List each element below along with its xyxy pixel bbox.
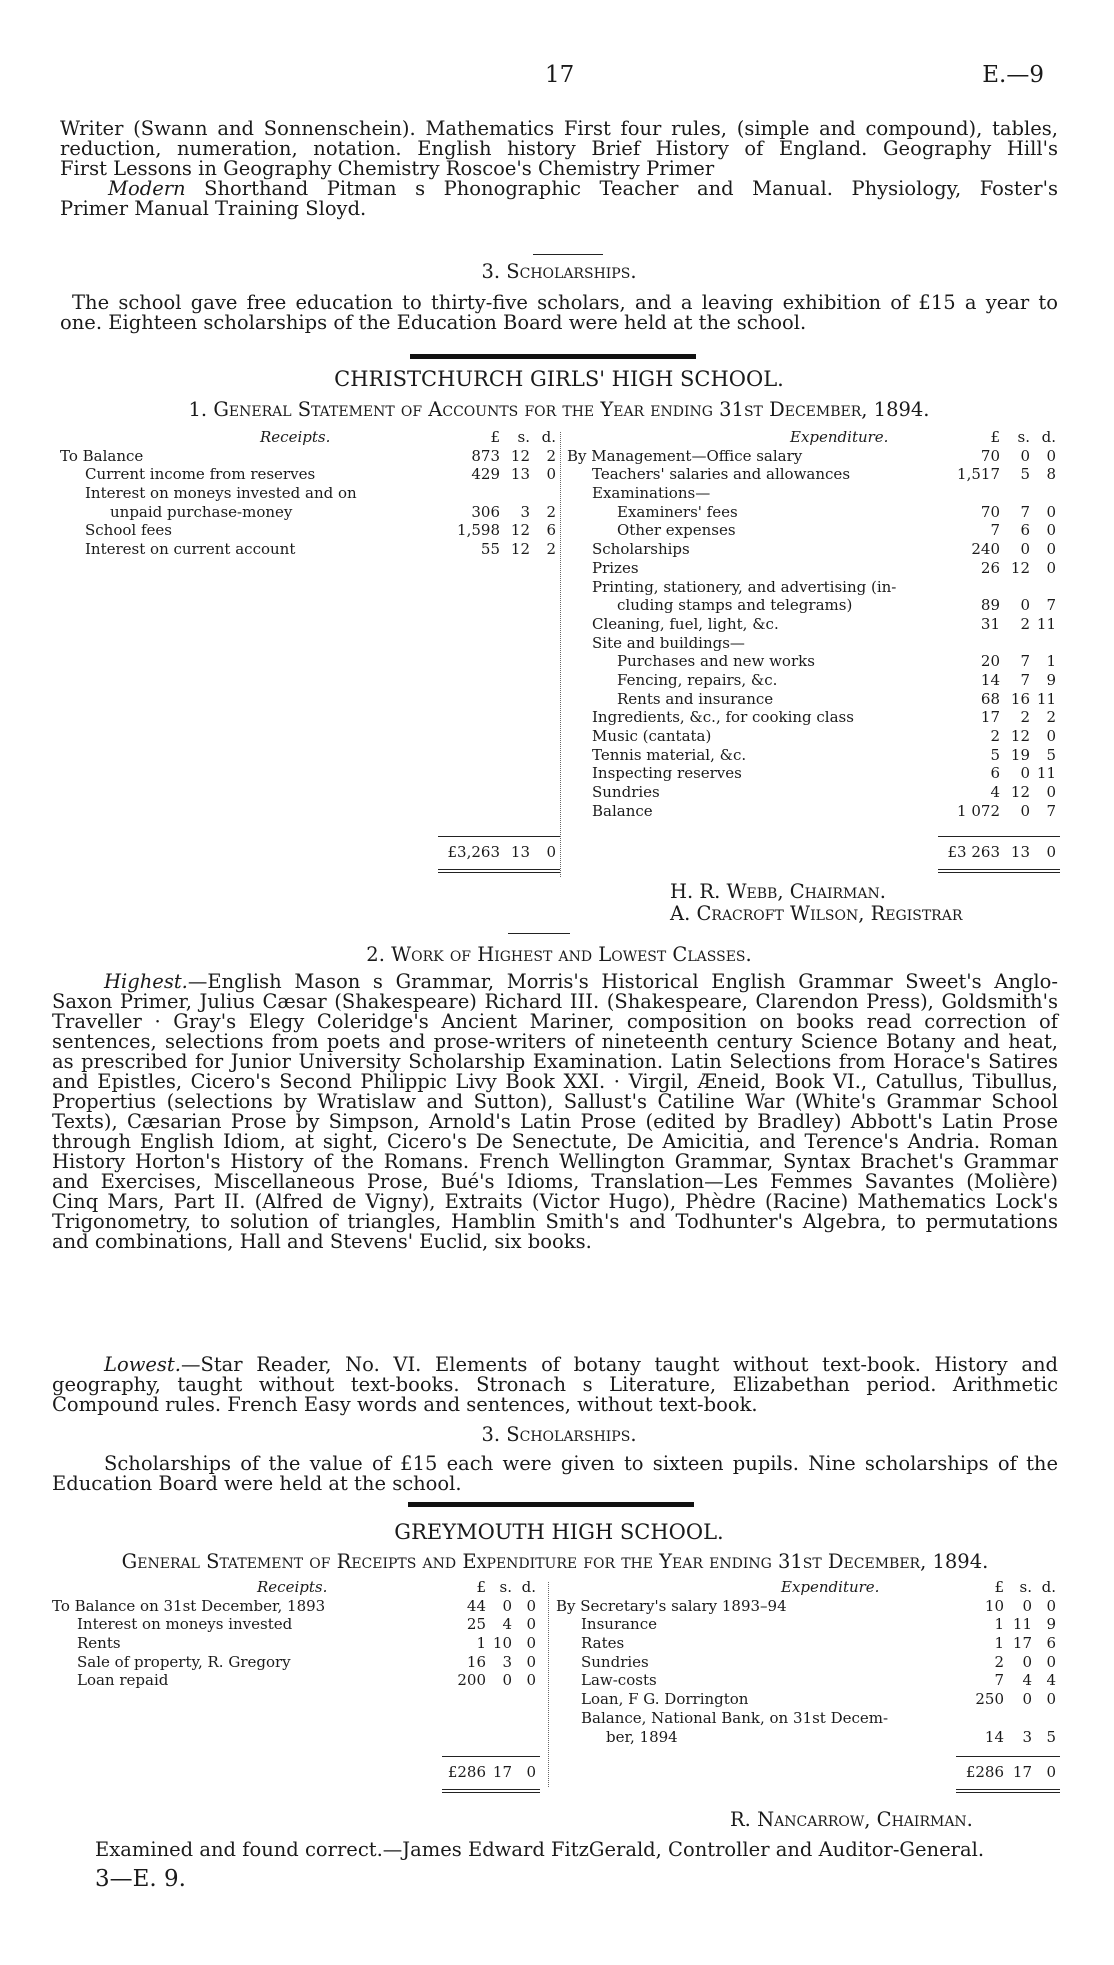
amount-pounds: 2 — [994, 1652, 1004, 1671]
account-row — [567, 465, 1060, 484]
amount-shillings: 2 — [1020, 708, 1030, 727]
receipts-rows — [60, 447, 560, 559]
expenditure-header-row — [567, 428, 1060, 447]
amount-pounds: 1 — [994, 1615, 1004, 1634]
account-row — [556, 1615, 1060, 1634]
account-label: unpaid purchase-money — [110, 502, 293, 521]
account-label: Purchases and new works — [617, 652, 815, 671]
amount-pounds: 1,517 — [957, 465, 1000, 484]
total-pence: 0 — [546, 843, 556, 861]
amount-shillings: 10 — [492, 1634, 512, 1653]
scholarships-text-2 — [52, 1454, 1058, 1494]
work-lowest — [52, 1355, 1058, 1415]
expenditure-total-row — [556, 1763, 1060, 1782]
amount-shillings: 6 — [1020, 521, 1030, 540]
highest-label: Highest. — [104, 970, 188, 993]
amount-shillings: 17 — [1012, 1634, 1032, 1653]
account-row — [556, 1597, 1060, 1616]
amount-shillings: 4 — [502, 1615, 512, 1634]
greymouth-title: GREYMOUTH HIGH SCHOOL. — [394, 1520, 724, 1544]
page-number: 17 — [545, 62, 575, 88]
account-row — [567, 634, 1060, 653]
amount-shillings: 16 — [1010, 689, 1030, 708]
account-label: Prizes — [592, 558, 639, 577]
expenditure-heading: Expenditure. — [790, 428, 889, 446]
total-pounds: £286 — [965, 1763, 1004, 1781]
amount-pounds: 1,598 — [457, 521, 500, 540]
amount-shillings: 5 — [1020, 465, 1030, 484]
total-rule — [438, 836, 560, 837]
amount-pence: 0 — [526, 1634, 536, 1653]
amount-pence: 0 — [526, 1652, 536, 1671]
amount-shillings: 11 — [1012, 1615, 1032, 1634]
amount-pence: 11 — [1036, 689, 1056, 708]
account-row — [567, 746, 1060, 765]
amount-pence: 1 — [1046, 652, 1056, 671]
amount-pence: 0 — [1046, 446, 1056, 465]
amount-pounds: 17 — [980, 708, 1000, 727]
amount-pence: 0 — [1046, 1690, 1056, 1709]
col-pounds: £ — [994, 1578, 1004, 1596]
section-separator — [410, 354, 696, 359]
col-pounds: £ — [990, 428, 1000, 446]
expenditure-rows — [556, 1597, 1060, 1747]
account-label: Sundries — [581, 1652, 649, 1671]
amount-pence: 0 — [1046, 540, 1056, 559]
total-double-rule — [438, 869, 560, 870]
amount-pence: 6 — [546, 521, 556, 540]
account-row — [52, 1653, 540, 1672]
account-row — [567, 764, 1060, 783]
christchurch-title: CHRISTCHURCH GIRLS' HIGH SCHOOL. — [334, 367, 784, 391]
total-pounds: £3 263 — [947, 843, 1000, 861]
intro-line: reduction, numeration, notation. English history Brief History of England. Geography Hill's — [60, 137, 1058, 160]
amount-pounds: 31 — [980, 614, 1000, 633]
amount-shillings: 0 — [1020, 446, 1030, 465]
account-row — [60, 503, 560, 522]
total-pence: 0 — [526, 1763, 536, 1781]
amount-shillings: 12 — [1010, 783, 1030, 802]
intro-modern-line — [60, 179, 1058, 199]
work-heading: 2. Work of Highest and Lowest Classes. — [366, 943, 752, 966]
amount-pence: 6 — [1046, 1634, 1056, 1653]
receipts-rows — [52, 1597, 540, 1690]
amount-shillings: 0 — [502, 1671, 512, 1690]
expenditure-total-row — [567, 843, 1060, 862]
amount-pence: 5 — [1046, 1727, 1056, 1746]
amount-pence: 2 — [546, 540, 556, 559]
account-label: Site and buildings— — [592, 633, 745, 652]
amount-shillings: 3 — [520, 502, 530, 521]
amount-pence: 2 — [546, 446, 556, 465]
account-label: Interest on moneys invested — [77, 1615, 293, 1634]
christchurch-expenditure — [567, 428, 1060, 861]
total-pounds: £286 — [447, 1763, 486, 1781]
amount-shillings: 12 — [1010, 558, 1030, 577]
work-highest — [52, 972, 1058, 1252]
total-double-rule — [956, 1792, 1060, 1793]
amount-pence: 0 — [546, 465, 556, 484]
amount-pence: 0 — [1046, 502, 1056, 521]
amount-shillings: 12 — [510, 540, 530, 559]
receipts-header-row — [60, 428, 560, 447]
intro-block — [60, 119, 1058, 219]
amount-pence: 4 — [1046, 1671, 1056, 1690]
account-label: Ingredients, &c., for cooking class — [592, 708, 854, 727]
amount-pence: 2 — [1046, 708, 1056, 727]
amount-shillings: 4 — [1022, 1671, 1032, 1690]
account-label: Loan repaid — [77, 1671, 169, 1690]
total-shillings: 13 — [510, 843, 530, 861]
amount-pounds: 1 — [476, 1634, 486, 1653]
expenditure-header-row — [556, 1578, 1060, 1597]
account-row — [567, 540, 1060, 559]
amount-shillings: 0 — [1022, 1690, 1032, 1709]
account-label: Tennis material, &c. — [592, 745, 747, 764]
expenditure-heading: Expenditure. — [781, 1578, 880, 1596]
account-row — [567, 671, 1060, 690]
total-double-rule — [442, 1789, 540, 1790]
amount-shillings: 13 — [510, 465, 530, 484]
greymouth-receipts — [52, 1578, 540, 1781]
amount-pounds: 20 — [980, 652, 1000, 671]
account-row — [567, 521, 1060, 540]
account-label: Balance, National Bank, on 31st Decem- — [581, 1708, 889, 1727]
scholarships-text: Scholarships of the value of £15 each were given to sixteen pupils. Nine scholarships of the Education Board were held at the school. — [52, 1452, 1058, 1495]
amount-pence: 0 — [526, 1671, 536, 1690]
lowest-text: —Star Reader, No. VI. Elements of botany taught without text-book. History and geography, taught without text-books. Stronach s Literature, Elizabethan period. Arithmetic Compound rules. French Easy words and sentences, without text-book. — [52, 1353, 1058, 1416]
account-label: Rates — [581, 1634, 625, 1653]
amount-shillings: 0 — [1020, 596, 1030, 615]
total-shillings: 13 — [1010, 843, 1030, 861]
total-shillings: 17 — [492, 1763, 512, 1781]
amount-pounds: 2 — [990, 727, 1000, 745]
amount-shillings: 3 — [502, 1652, 512, 1671]
account-row — [567, 559, 1060, 578]
account-row — [52, 1597, 540, 1616]
account-label: Music (cantata) — [592, 727, 712, 745]
amount-pounds: 4 — [990, 783, 1000, 802]
account-label: Examiners' fees — [617, 502, 738, 521]
amount-shillings: 12 — [1010, 727, 1030, 745]
scholarships-heading-1: 3. Scholarships. — [481, 260, 637, 283]
total-rule — [938, 836, 1060, 837]
account-row — [60, 521, 560, 540]
amount-pounds: 89 — [980, 596, 1000, 615]
amount-pence: 0 — [1046, 727, 1056, 745]
amount-pounds: 200 — [457, 1671, 486, 1690]
amount-pence: 0 — [1046, 1652, 1056, 1671]
signature-registrar: A. Cracroft Wilson, Registrar — [670, 902, 963, 925]
amount-pounds: 44 — [466, 1596, 486, 1615]
amount-pence: 0 — [1046, 521, 1056, 540]
account-label: Inspecting reserves — [592, 764, 742, 783]
account-label: Current income from reserves — [85, 465, 316, 484]
account-row — [567, 503, 1060, 522]
col-pence: d. — [541, 428, 556, 446]
amount-pence: 2 — [546, 502, 556, 521]
christchurch-receipts — [60, 428, 560, 861]
signature-chairman: H. R. Webb, Chairman. — [670, 880, 886, 903]
receipts-total-row — [52, 1763, 540, 1782]
amount-pence: 7 — [1046, 801, 1056, 820]
total-rule — [956, 1756, 1060, 1757]
divider — [508, 933, 570, 934]
account-row — [556, 1690, 1060, 1709]
amount-pence: 7 — [1046, 596, 1056, 615]
account-row — [567, 652, 1060, 671]
amount-pounds: 7 — [990, 521, 1000, 540]
account-row — [556, 1728, 1060, 1747]
expenditure-rows — [567, 447, 1060, 821]
amount-pounds: 25 — [466, 1615, 486, 1634]
amount-pence: 9 — [1046, 670, 1056, 689]
amount-pence: 11 — [1036, 614, 1056, 633]
amount-pounds: 240 — [971, 540, 1000, 559]
amount-shillings: 12 — [510, 446, 530, 465]
account-label: Other expenses — [617, 521, 736, 540]
scholarships-heading-2: 3. Scholarships. — [481, 1423, 637, 1446]
amount-shillings: 3 — [1022, 1727, 1032, 1746]
section-separator — [408, 1502, 694, 1507]
total-double-rule — [956, 1789, 1060, 1790]
amount-shillings: 0 — [1022, 1652, 1032, 1671]
intro-line: Primer Manual Training Sloyd. — [60, 197, 367, 220]
amount-pence: 0 — [526, 1596, 536, 1615]
amount-shillings: 0 — [1020, 801, 1030, 820]
account-row — [52, 1671, 540, 1690]
amount-shillings: 2 — [1020, 614, 1030, 633]
total-shillings: 17 — [1012, 1763, 1032, 1781]
receipts-heading: Receipts. — [260, 428, 331, 446]
amount-shillings: 7 — [1020, 502, 1030, 521]
series-number: E.—9 — [982, 62, 1044, 88]
intro-line: First Lessons in Geography Chemistry Roscoe's Chemistry Primer — [60, 157, 715, 180]
account-row — [567, 615, 1060, 634]
greymouth-expenditure — [556, 1578, 1060, 1781]
total-double-rule — [438, 872, 560, 873]
account-label: Sale of property, R. Gregory — [77, 1652, 291, 1671]
amount-pence: 9 — [1046, 1615, 1056, 1634]
account-label: School fees — [85, 521, 172, 540]
scholarships-line: The school gave free education to thirty-five scholars, and a leaving exhibition of £15 a year to — [72, 291, 1058, 314]
highest-text: —English Mason s Grammar, Morris's Historical English Grammar Sweet's Anglo-Saxon Primer, Julius Cæsar (Shakespeare) Richard III. (Shakespeare, Clarendon Press), Goldsmith's Traveller · Gray's Elegy Coleridge's Ancient Mariner, composition on books read correction of sentences, selections from poets and prose-writers of nineteenth century Science Botany and heat, as prescribed for Junior University Scholarship Examination. Latin Selections from Horace's Satires and Epistles, Cicero's Second Philippic Livy Book XXI. · Virgil, Æneid, Book VI., Catullus, Tibullus, Propertius (selections by Wratislaw and Sutton), Sallust's Catiline War (White's Grammar School Texts), Cæsarian Prose by Simpson, Arnold's Latin Prose (edited by Bradley) Abbott's Latin Prose through English Idiom, at sight, Cicero's De Senectute, De Amicitia, and Terence's Andria. Roman History Horton's History of the Romans. French Wellington Grammar, Syntax Brachet's Grammar and Exercises, Miscellaneous Prose, Bué's Idioms, Translation—Les Femmes Savantes (Molière) Cinq Mars, Part II. (Alfred de Vigny), Extraits (Victor Hugo), Phèdre (Racine) Mathematics Lock's Trigonometry, to solution of triangles, Hamblin Smith's and Todhunter's Algebra, to permutations and combinations, Hall and Stevens' Euclid, six books. — [52, 970, 1058, 1253]
amount-pounds: 429 — [471, 465, 500, 484]
account-label: Rents and insurance — [617, 689, 774, 708]
total-pounds: £3,263 — [447, 843, 500, 861]
examined-statement: Examined and found correct.—James Edward FitzGerald, Controller and Auditor-General. — [95, 1838, 985, 1861]
amount-shillings: 7 — [1020, 670, 1030, 689]
account-label: By Secretary's salary 1893–94 — [556, 1596, 787, 1615]
amount-shillings: 0 — [1020, 764, 1030, 783]
account-label: Cleaning, fuel, light, &c. — [592, 614, 779, 633]
intro-line: Writer (Swann and Sonnenschein). Mathematics First four rules, (simple and compound), tables, — [60, 117, 1058, 140]
amount-pounds: 5 — [990, 745, 1000, 764]
account-label: Rents — [77, 1634, 121, 1653]
account-label: Scholarships — [592, 540, 690, 559]
account-row — [556, 1671, 1060, 1690]
amount-pence: 0 — [1046, 558, 1056, 577]
amount-pounds: 1 072 — [957, 801, 1000, 820]
divider — [533, 254, 603, 255]
amount-pounds: 70 — [980, 446, 1000, 465]
amount-pence: 8 — [1046, 465, 1056, 484]
amount-pounds: 250 — [975, 1690, 1004, 1709]
account-label: To Balance — [60, 446, 144, 465]
account-row — [567, 690, 1060, 709]
account-row — [52, 1615, 540, 1634]
total-double-rule — [938, 869, 1060, 870]
col-pence: d. — [1041, 428, 1056, 446]
total-pence: 0 — [1046, 1763, 1056, 1781]
account-label: Insurance — [581, 1615, 657, 1634]
amount-pence: 5 — [1046, 745, 1056, 764]
col-pence: d. — [521, 1578, 536, 1596]
amount-pounds: 26 — [980, 558, 1000, 577]
account-row — [60, 540, 560, 559]
col-shillings: s. — [1019, 1578, 1032, 1596]
col-pounds: £ — [476, 1578, 486, 1596]
account-label: To Balance on 31st December, 1893 — [52, 1596, 326, 1615]
account-label: Balance — [592, 801, 653, 820]
amount-pence: 0 — [1046, 783, 1056, 802]
amount-pounds: 306 — [471, 502, 500, 521]
christchurch-statement: 1. General Statement of Accounts for the Year ending 31st December, 1894. — [188, 398, 930, 421]
amount-pounds: 6 — [990, 764, 1000, 783]
account-row — [567, 484, 1060, 503]
sheet-signature: 3—E. 9. — [95, 1866, 186, 1892]
account-label: By Management—Office salary — [567, 446, 803, 465]
greymouth-statement: General Statement of Receipts and Expenditure for the Year ending 31st December, 1894. — [121, 1550, 989, 1573]
account-label: Interest on moneys invested and on — [85, 484, 357, 503]
col-shillings: s. — [517, 428, 530, 446]
amount-pounds: 68 — [980, 689, 1000, 708]
amount-shillings: 7 — [1020, 652, 1030, 671]
amount-pence: 0 — [526, 1615, 536, 1634]
amount-pounds: 873 — [471, 446, 500, 465]
total-double-rule — [938, 872, 1060, 873]
account-row — [567, 447, 1060, 466]
account-label: cluding stamps and telegrams) — [617, 596, 853, 615]
amount-shillings: 0 — [1020, 540, 1030, 559]
amount-pounds: 14 — [984, 1727, 1004, 1746]
account-row — [567, 708, 1060, 727]
amount-pounds: 70 — [980, 502, 1000, 521]
lowest-label: Lowest. — [104, 1353, 181, 1376]
account-row — [556, 1634, 1060, 1653]
amount-pence: 0 — [1046, 1596, 1056, 1615]
account-row — [567, 727, 1060, 746]
account-row — [556, 1653, 1060, 1672]
account-row — [556, 1709, 1060, 1728]
column-divider — [560, 432, 561, 877]
amount-shillings: 0 — [1022, 1596, 1032, 1615]
amount-pounds: 55 — [480, 540, 500, 559]
total-pence: 0 — [1046, 843, 1056, 861]
amount-pounds: 16 — [466, 1652, 486, 1671]
scholarships-line: one. Eighteen scholarships of the Education Board were held at the school. — [60, 311, 807, 334]
column-divider — [548, 1582, 549, 1787]
amount-shillings: 19 — [1010, 745, 1030, 764]
amount-pounds: 7 — [994, 1671, 1004, 1690]
account-row — [52, 1634, 540, 1653]
amount-pounds: 1 — [994, 1634, 1004, 1653]
modern-label: Modern — [108, 177, 186, 200]
modern-text: Shorthand Pitman s Phonographic Teacher and Manual. Physiology, Foster's — [185, 177, 1058, 200]
amount-pence: 11 — [1036, 764, 1056, 783]
account-row — [567, 802, 1060, 821]
account-label: Teachers' salaries and allowances — [592, 465, 851, 484]
col-pounds: £ — [490, 428, 500, 446]
greymouth-signature: R. Nancarrow, Chairman. — [730, 1808, 973, 1831]
account-row — [60, 465, 560, 484]
amount-shillings: 0 — [502, 1596, 512, 1615]
account-label: Sundries — [592, 783, 660, 802]
account-row — [60, 484, 560, 503]
scholarships-text-1 — [60, 293, 1058, 333]
amount-pounds: 14 — [980, 670, 1000, 689]
receipts-total-row — [60, 843, 560, 862]
col-shillings: s. — [1017, 428, 1030, 446]
total-double-rule — [442, 1792, 540, 1793]
receipts-heading: Receipts. — [257, 1578, 328, 1596]
account-label: Fencing, repairs, &c. — [617, 670, 778, 689]
account-row — [567, 783, 1060, 802]
account-label: Interest on current account — [85, 540, 296, 559]
account-row — [60, 447, 560, 466]
account-row — [567, 596, 1060, 615]
col-shillings: s. — [499, 1578, 512, 1596]
receipts-header-row — [52, 1578, 540, 1597]
account-label: Examinations— — [592, 484, 711, 503]
amount-shillings: 12 — [510, 521, 530, 540]
account-label: ber, 1894 — [606, 1727, 678, 1746]
account-label: Printing, stationery, and advertising (in- — [592, 577, 897, 596]
total-rule — [442, 1756, 540, 1757]
amount-pounds: 10 — [984, 1596, 1004, 1615]
col-pence: d. — [1041, 1578, 1056, 1596]
account-row — [567, 578, 1060, 597]
account-label: Law-costs — [581, 1671, 657, 1690]
account-label: Loan, F G. Dorrington — [581, 1690, 749, 1709]
